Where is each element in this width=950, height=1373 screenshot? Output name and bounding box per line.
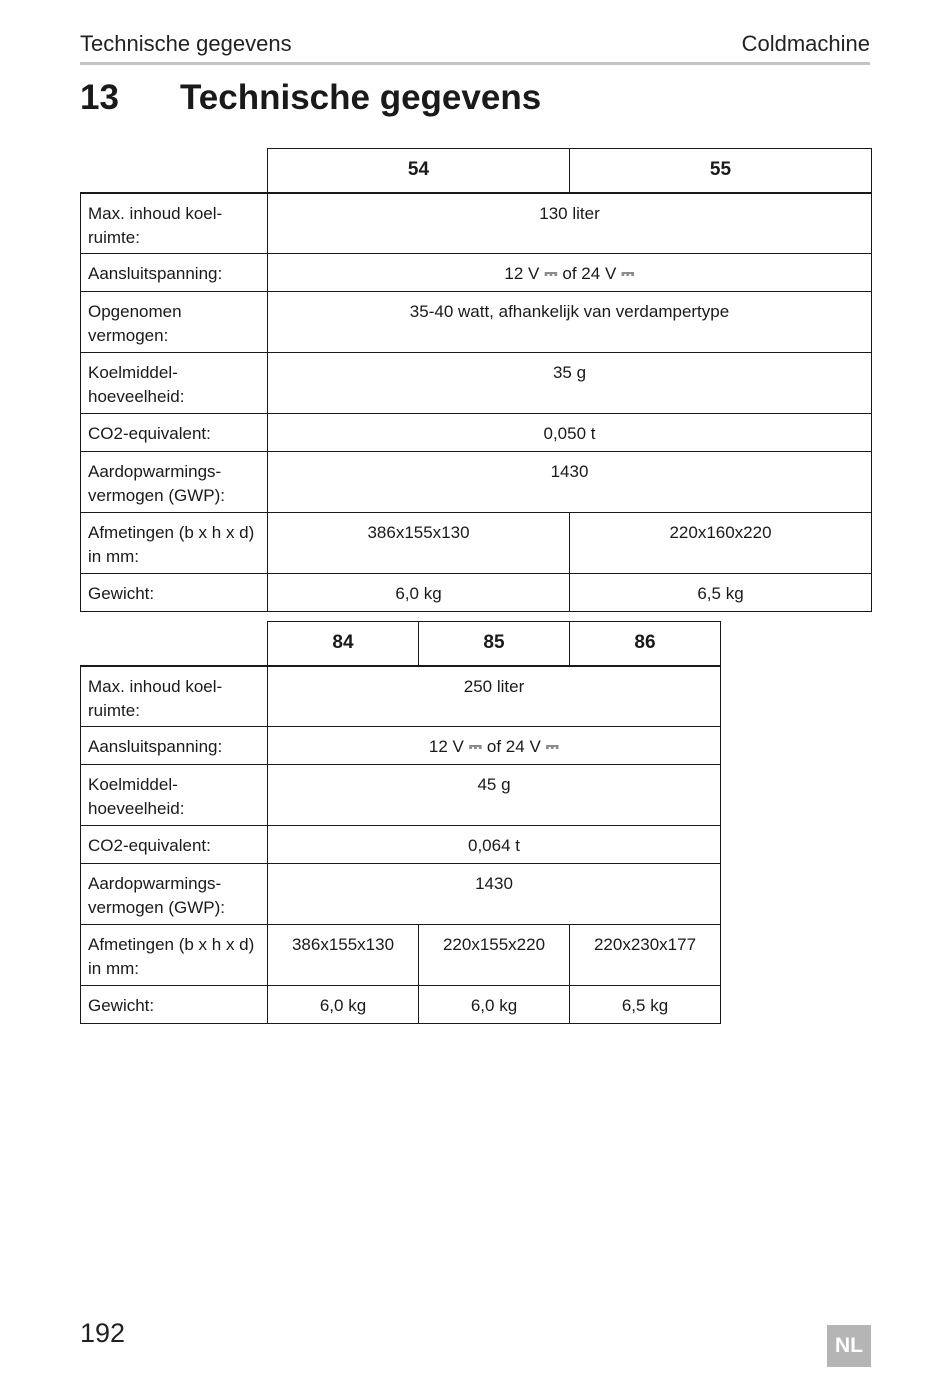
row-label: Aansluitspanning: [81,727,268,765]
table-row [81,727,721,765]
table-row [81,765,721,826]
row-value: 12 V ⎓ of 24 V ⎓ [268,727,721,765]
row-value: 386x155x130 [268,513,570,574]
row-label: Max. inhoud koel- ruimte: [81,193,268,254]
table-row [81,574,872,612]
table-row [81,864,721,925]
row-label: Afmetingen (b x h x d) in mm: [81,925,268,986]
table-row [81,666,721,727]
table-row [81,826,721,864]
row-value: 6,5 kg [570,986,721,1024]
row-label: Aardopwarmings- vermogen (GWP): [81,864,268,925]
table-row [81,452,872,513]
model-header: 55 [570,149,872,193]
row-value: 6,0 kg [268,986,419,1024]
running-header-product: Coldmachine [741,31,870,56]
spec-table-84-85-86 [80,621,721,1024]
header-blank-cell [81,149,268,193]
row-value: 6,0 kg [419,986,570,1024]
table-row [81,414,872,452]
running-header-section: Technische gegevens [80,31,292,56]
row-value: 0,064 t [268,826,721,864]
spec-table-54-55 [80,148,872,612]
chapter-number: 13 [80,78,119,117]
row-value: 220x160x220 [570,513,872,574]
row-value: 1430 [268,864,721,925]
table-header-row [81,149,872,193]
table-header-row [81,622,721,666]
row-label: Opgenomen vermogen: [81,292,268,353]
row-value: 12 V ⎓ of 24 V ⎓ [268,254,872,292]
row-label: Gewicht: [81,574,268,612]
header-blank-cell [81,622,268,666]
language-badge: NL [827,1325,871,1367]
table-row [81,513,872,574]
row-value: 220x230x177 [570,925,721,986]
row-value: 35-40 watt, afhankelijk van verdampertype [268,292,872,353]
row-value: 130 liter [268,193,872,254]
table-row [81,925,721,986]
table-row [81,254,872,292]
table-row [81,353,872,414]
row-value: 45 g [268,765,721,826]
row-value: 1430 [268,452,872,513]
row-label: CO2-equivalent: [81,414,268,452]
header-divider [80,62,870,65]
model-header: 85 [419,622,570,666]
table-row [81,292,872,353]
row-value: 250 liter [268,666,721,727]
row-value: 220x155x220 [419,925,570,986]
chapter-title: Technische gegevens [180,78,542,117]
model-header: 54 [268,149,570,193]
row-label: Afmetingen (b x h x d) in mm: [81,513,268,574]
row-value: 0,050 t [268,414,872,452]
row-label: Aansluitspanning: [81,254,268,292]
row-label: CO2-equivalent: [81,826,268,864]
row-value: 6,5 kg [570,574,872,612]
row-label: Koelmiddel- hoeveelheid: [81,353,268,414]
row-value: 35 g [268,353,872,414]
page-number: 192 [80,1318,126,1348]
table-row [81,193,872,254]
model-header: 84 [268,622,419,666]
chapter-heading [80,78,541,118]
model-header: 86 [570,622,721,666]
row-label: Max. inhoud koel- ruimte: [81,666,268,727]
row-value: 386x155x130 [268,925,419,986]
table-row [81,986,721,1024]
row-label: Koelmiddel- hoeveelheid: [81,765,268,826]
row-label: Aardopwarmings- vermogen (GWP): [81,452,268,513]
row-label: Gewicht: [81,986,268,1024]
row-value: 6,0 kg [268,574,570,612]
